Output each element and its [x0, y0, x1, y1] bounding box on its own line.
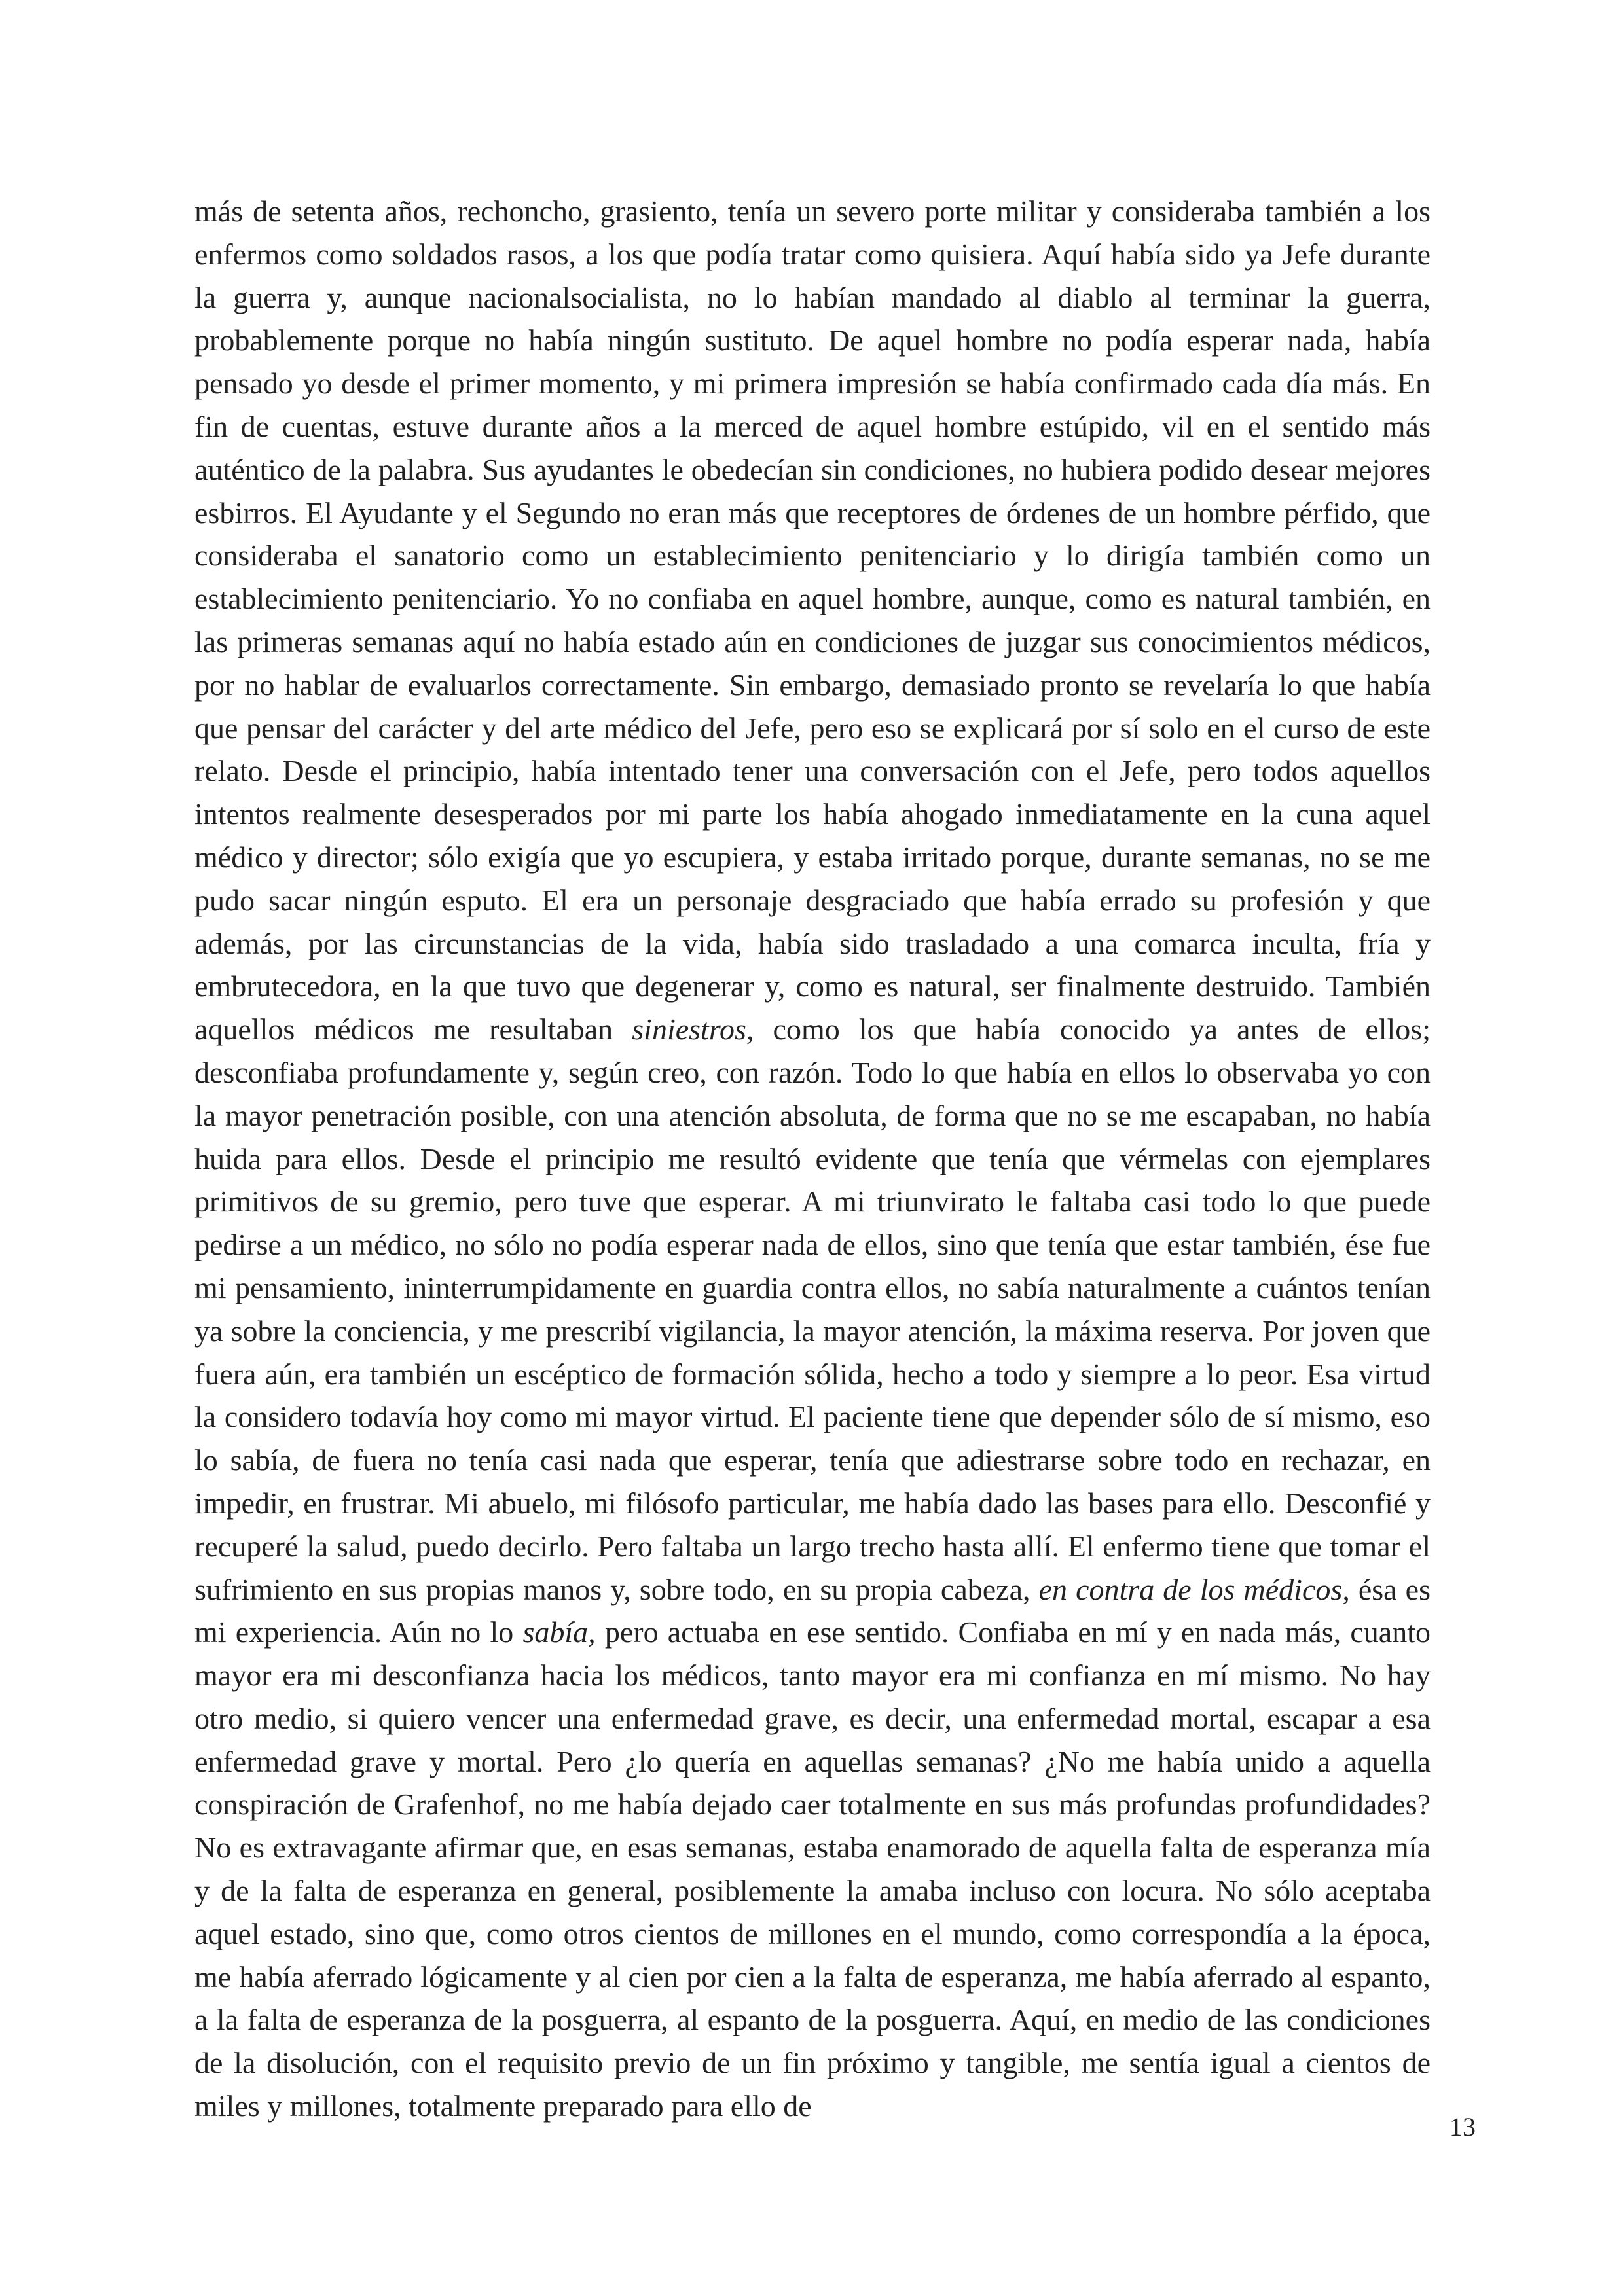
body-paragraph	[194, 190, 1431, 2128]
text-run: pero actuaba en ese sentido. Confiaba en mí y en nada más, cuanto mayor era mi desconfianza hacia los médicos, tanto mayor era mi confianza en mí mismo. No hay otro medio, si quiero vencer una enfermedad grave, es decir, una enfermedad mortal, escapar a esa enfermedad grave y mortal. Pero ¿lo quería en aquellas semanas? ¿No me había unido a aquella conspiración de Grafenhof, no me había dejado caer totalmente en sus más profundas profundidades? No es extravagante afirmar que, en esas semanas, estaba enamorado de aquella falta de esperanza mía y de la falta de esperanza en general, posiblemente la amaba incluso con locura. No sólo aceptaba aquel estado, sino que, como otros cientos de millones en el mundo, como correspondía a la época, me había aferrado lógicamente y al cien por cien a la falta de esperanza, me había aferrado al espanto, a la falta de esperanza de la posguerra, al espanto de la posguerra. Aquí, en medio de las condiciones de la disolución, con el requisito previo de un fin próximo y tangible, me sentía igual a cientos de miles y millones, totalmente preparado para ello de	[194, 1615, 1431, 2123]
paragraph	[194, 190, 1431, 2128]
page-number: 13	[1450, 2112, 1476, 2142]
italic-text-run: siniestros,	[632, 1013, 754, 1047]
italic-text-run: en contra de los médicos,	[1038, 1572, 1350, 1606]
text-run: ésa es mi experiencia. Aún no lo	[194, 1572, 1431, 1649]
text-run: más de setenta años, rechoncho, grasiento, tenía un severo porte militar y consideraba también a los enfermos como soldados rasos, a los que podía tratar como quisiera. Aquí había sido ya Jefe durante la guerra y, aunque nacionalsocialista, no lo habían mandado al diablo al terminar la guerra, probablemente porque no había ningún sustituto. De aquel hombre no podía esperar nada, había pensado yo desde el primer momento, y mi primera impresión se había confirmado cada día más. En fin de cuentas, estuve durante años a la merced de aquel hombre estúpido, vil en el sentido más auténtico de la palabra. Sus ayudantes le obedecían sin condiciones, no hubiera podido desear mejores esbirros. El Ayudante y el Segundo no eran más que receptores de órdenes de un hombre pérfido, que consideraba el sanatorio como un establecimiento penitenciario y lo dirigía también como un establecimiento penitenciario. Yo no confiaba en aquel hombre, aunque, como es natural también, en las primeras semanas aquí no había estado aún en condiciones de juzgar sus conocimientos médicos, por no hablar de evaluarlos correctamente. Sin embargo, demasiado pronto se revelaría lo que había que pensar del carácter y del arte médico del Jefe, pero eso se explicará por sí solo en el curso de este relato. Desde el principio, había intentado tener una conversación con el Jefe, pero todos aquellos intentos realmente desesperados por mi parte los había ahogado inmediatamente en la cuna aquel médico y director; sólo exigía que yo escupiera, y estaba irritado porque, durante semanas, no se me pudo sacar ningún esputo. El era un personaje desgraciado que había errado su profesión y que además, por las circunstancias de la vida, había sido trasladado a una comarca inculta, fría y embrutecedora, en la que tuvo que degenerar y, como es natural, ser finalmente destruido. También aquellos médicos me resultaban	[194, 194, 1431, 1047]
italic-text-run: sabía,	[522, 1615, 596, 1649]
text-run: como los que había conocido ya antes de ellos; desconfiaba profundamente y, según creo, con razón. Todo lo que había en ellos lo observaba yo con la mayor penetración posible, con una atención absoluta, de forma que no se me escapaban, no había huida para ellos. Desde el principio me resultó evidente que tenía que vérmelas con ejemplares primitivos de su gremio, pero tuve que esperar. A mi triunvirato le faltaba casi todo lo que puede pedirse a un médico, no sólo no podía esperar nada de ellos, sino que tenía que estar también, ése fue mi pensamiento, ininterrumpidamente en guardia contra ellos, no sabía naturalmente a cuántos tenían ya sobre la conciencia, y me prescribí vigilancia, la mayor atención, la máxima reserva. Por joven que fuera aún, era también un escéptico de formación sólida, hecho a todo y siempre a lo peor. Esa virtud la considero todavía hoy como mi mayor virtud. El paciente tiene que depender sólo de sí mismo, eso lo sabía, de fuera no tenía casi nada que esperar, tenía que adiestrarse sobre todo en rechazar, en impedir, en frustrar. Mi abuelo, mi filósofo particular, me había dado las bases para ello. Desconfié y recuperé la salud, puedo decirlo. Pero faltaba un largo trecho hasta allí. El enfermo tiene que tomar el sufrimiento en sus propias manos y, sobre todo, en su propia cabeza,	[194, 1013, 1431, 1606]
